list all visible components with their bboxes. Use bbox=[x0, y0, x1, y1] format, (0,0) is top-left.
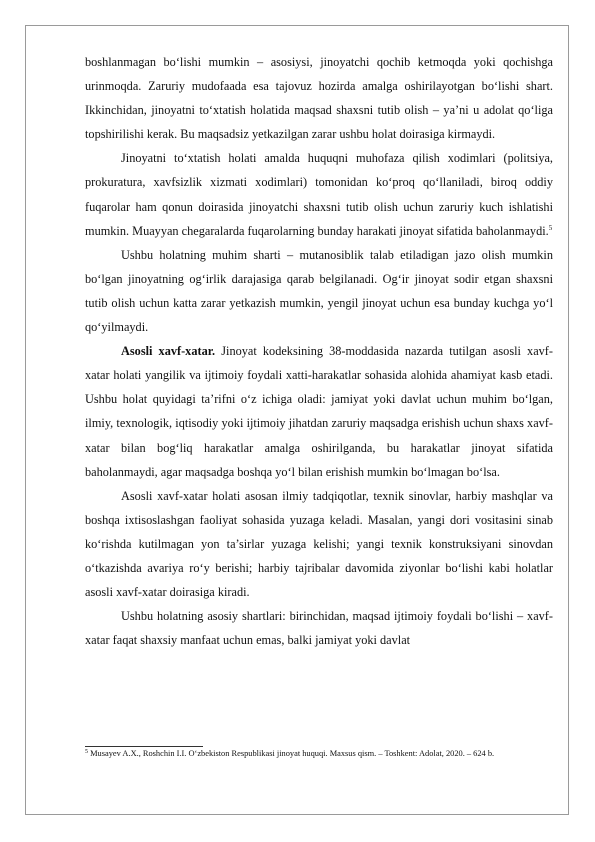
document-body bbox=[85, 50, 553, 652]
paragraph-2 bbox=[85, 146, 553, 242]
paragraph-6 bbox=[85, 604, 553, 652]
footnote-number: 5 bbox=[85, 749, 88, 755]
paragraph-5 bbox=[85, 484, 553, 604]
footnote-reference[interactable]: 5 bbox=[548, 223, 553, 232]
footnote-separator bbox=[85, 746, 203, 747]
paragraph-text: Jinoyat kodeksining 38-moddasida nazarda tutilgan asosli xavf-xatar holati yangilik va ijtimoiy foydali xatti-harakatlar sohasida alohida ahamiyat kasb etadi. Ushbu holat quyidagi ta’rifni o‘z ichiga oladi: jamiyat yoki davlat uchun muhim bo‘lgan, ilmiy, texnologik, iqtisodiy yoki ijtimoiy jihatdan zaruriy maqsadga erishish uchun shaxs xavf-xatar bilan bog‘liq harakatlar amalga oshirilganda, bu harakatlar jinoyat sifatida baholanmaydi, agar maqsadga boshqa yo‘l bilan erishish mumkin bo‘lmagan bo‘lsa. bbox=[85, 344, 554, 479]
footnote-text: Musayev A.X., Roshchin I.I. O‘zbekiston Respublikasi jinoyat huquqi. Maxsus qism. – Toshkent: Adolat, 2020. – 624 b. bbox=[90, 749, 495, 758]
paragraph-text: Asosli xavf-xatar holati asosan ilmiy tadqiqotlar, texnik sinovlar, harbiy mashqlar va boshqa ixtisoslashgan faoliyat sohasida yuzaga keladi. Masalan, yangi dori vositasini sinab ko‘rishda kutilmagan yon ta’sirlar yuzaga kelishi; yangi texnik konstruksiyani sinovdan o‘tkazishda avariya ro‘y berishi; harbiy tajribalar davomida ziyonlar bo‘lishi kabi holatlar asosli xavf-xatar doirasiga kiradi. bbox=[85, 488, 553, 600]
paragraph-4 bbox=[85, 339, 553, 484]
paragraph-text: Jinoyatni to‘xtatish holati amalda huquqni muhofaza qilish xodimlari (politsiya, prokuratura, xavfsizlik xizmati xodimlari) tomonidan ko‘proq qo‘llaniladi, biroq oddiy fuqarolar ham qonun doirasida jinoyatchi shaxsni tutib olish uchun zaruriy kuch ishlatishi mumkin. Muayyan chegaralarda fuqarolarning bunday harakati jinoyat sifatida baholanmaydi. bbox=[85, 151, 553, 238]
paragraph-text: Ushbu holatning asosiy shartlari: birinchidan, maqsad ijtimoiy foydali bo‘lishi – xavf-xatar faqat shaxsiy manfaat uchun emas, balki jamiyat yoki davlat bbox=[85, 609, 553, 648]
section-heading-inline: Asosli xavf-xatar. bbox=[121, 344, 216, 359]
paragraph-text: boshlanmagan bo‘lishi mumkin – asosiysi, jinoyatchi qochib ketmoqda yoki qochishga urinmoqda. Zaruriy mudofaada esa tajovuz hozirda amalga oshirilayotgan bo‘lishi shart. Ikkinchidan, jinoyatni to‘xtatish holatida maqsad shaxsni tutib olish – ya’ni u adolat qo‘liga topshirilishi kerak. Bu maqsadsiz yetkazilgan zarar ushbu holat doirasiga kirmaydi. bbox=[85, 55, 553, 142]
paragraph-text: Ushbu holatning muhim sharti – mutanosiblik talab etiladigan jazo olish mumkin bo‘lgan jinoyatning og‘irlik darajasiga qarab belgilanadi. Og‘ir jinoyat sodir etgan shaxsni tutib olish uchun katta zarar yetkazish mumkin, yengil jinoyat uchun esa bunday kuchga yo‘l qo‘yilmaydi. bbox=[85, 247, 553, 335]
footnote bbox=[85, 748, 553, 760]
paragraph-3 bbox=[85, 243, 553, 339]
paragraph-1 bbox=[85, 50, 553, 146]
